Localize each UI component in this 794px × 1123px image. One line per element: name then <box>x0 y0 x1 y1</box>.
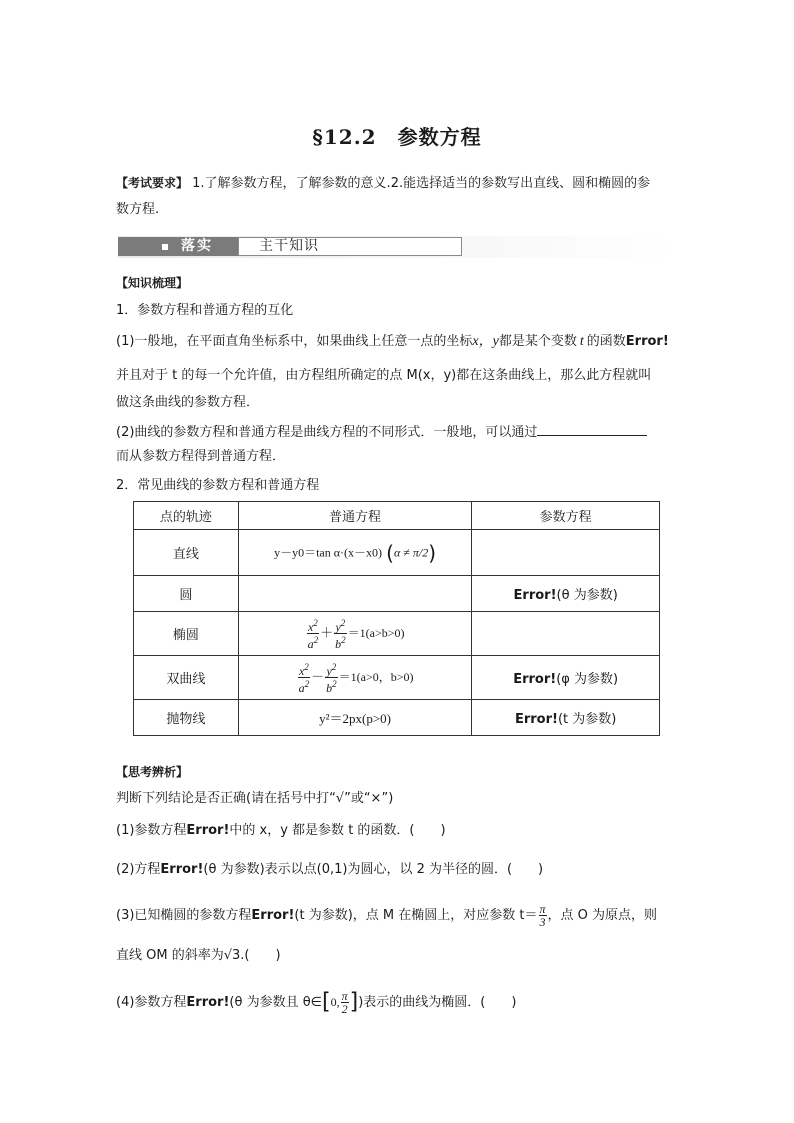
row-name: 双曲线 <box>134 656 239 700</box>
question-3-cont: 直线 OM 的斜率为√3.( ) <box>116 948 281 963</box>
error-field: Error! <box>513 588 557 603</box>
hyperbola-eq-rest: ＝1(a>0，b>0) <box>338 670 414 684</box>
row-name: 抛物线 <box>134 700 239 736</box>
fraction-y2-b2: $\frac{y^2}{b^2}$ <box>326 662 337 695</box>
bracket-left: [ <box>321 989 331 1015</box>
q1-text-b: 中的 x，y 都是参数 t 的函数．( ) <box>229 823 446 838</box>
hyperbola-normal-eq: $\frac{x^2}{a^2}$ － $\frac{y^2}{b^2}$ ＝1(a>0，b>0) <box>238 656 472 700</box>
row-name: 圆 <box>134 576 239 612</box>
q4-text-a: (4)参数方程 <box>116 995 187 1010</box>
paren-left: ( <box>386 540 394 565</box>
header-cell: 普通方程 <box>238 502 472 530</box>
interval-start: 0, <box>330 995 340 1009</box>
para-1a-end: 的函数 <box>586 334 626 349</box>
banner-right <box>238 237 462 256</box>
exam-requirements-line1 <box>116 173 650 194</box>
section-banner <box>118 236 676 258</box>
para-2a <box>116 421 647 443</box>
line-normal-eq <box>238 530 472 576</box>
row-param <box>472 612 660 656</box>
q3-text-c: ，点 O 为原点，则 <box>547 908 658 923</box>
row-param <box>472 576 660 612</box>
q4-text-c: )表示的曲线为椭圆．( ) <box>358 995 517 1010</box>
fill-blank <box>537 421 647 436</box>
row-name: 椭圆 <box>134 612 239 656</box>
q4-text-b: (θ 为参数且 θ∈ <box>229 995 322 1010</box>
table-row <box>134 612 660 656</box>
param-note: (t 为参数) <box>557 712 617 727</box>
var-t: t <box>579 334 584 349</box>
row-param <box>472 700 660 736</box>
header-cell: 点的轨迹 <box>134 502 239 530</box>
ellipse-normal-eq: $\frac{x^2}{a^2}$ ＋ $\frac{y^2}{b^2}$ ＝1(a>b>0) <box>238 612 472 656</box>
exam-requirements-line2: 数方程. <box>116 202 160 217</box>
table-row <box>134 530 660 576</box>
table-header-row <box>134 502 660 530</box>
row-name: 直线 <box>134 530 239 576</box>
fraction-x2-a2: $\frac{x^2}{a^2}$ <box>307 618 319 651</box>
question-3 <box>116 903 657 928</box>
fraction-y2-b2: $\frac{y^2}{b^2}$ <box>335 618 346 651</box>
error-field: Error! <box>186 823 230 838</box>
error-field: Error! <box>160 862 204 877</box>
exam-tag: 【考试要求】 <box>116 176 189 190</box>
question-4 <box>116 990 516 1015</box>
table-row <box>134 656 660 700</box>
fraction-pi-2: $\frac{\pi}{2}$ <box>341 989 348 1016</box>
para-1a-text: (1)一般地，在平面直角坐标系中，如果曲线上任意一点的坐标 <box>116 334 473 349</box>
fraction-x2-a2: $\frac{x^2}{a^2}$ <box>298 662 310 695</box>
error-field: Error! <box>251 908 295 923</box>
row-normal: y²＝2px(p>0) <box>238 700 472 736</box>
banner-left-label: 落实 <box>181 238 213 254</box>
row-param <box>472 656 660 700</box>
exam-text-1: 1.了解参数方程，了解参数的意义.2.能选择适当的参数写出直线、圆和椭圆的参 <box>192 176 651 191</box>
para-1b: 并且对于 t 的每一个允许值，由方程组所确定的点 M(x，y)都在这条曲线上，那么此方程就叫 <box>116 368 652 383</box>
question-2 <box>116 860 543 880</box>
var-xy: x，y <box>472 334 499 349</box>
param-note: (φ 为参数) <box>556 672 619 687</box>
para-1a <box>116 332 669 352</box>
para-1c: 做这条曲线的参数方程． <box>116 395 260 410</box>
para-2b: 而从参数方程得到普通方程． <box>116 449 286 464</box>
q2-text-b: (θ 为参数)表示以点(0,1)为圆心，以 2 为半径的圆．( ) <box>203 862 544 877</box>
q3-text-a: (3)已知椭圆的参数方程 <box>116 908 252 923</box>
para-1a-mid: 都是某个变数 <box>498 334 577 349</box>
table-row <box>134 700 660 736</box>
banner-right-label: 主干知识 <box>259 238 319 254</box>
error-field: Error! <box>625 334 669 349</box>
section-1-title: 1．参数方程和普通方程的互化 <box>116 303 294 318</box>
row-normal <box>238 576 472 612</box>
param-note: (θ 为参数) <box>556 588 618 603</box>
error-field: Error! <box>514 712 558 727</box>
question-1 <box>116 821 446 841</box>
para-2a-text: (2)曲线的参数方程和普通方程是曲线方程的不同形式．一般地，可以通过 <box>116 425 538 440</box>
ellipse-eq-rest: ＝1(a>b>0) <box>347 626 405 640</box>
knowledge-heading: 【知识梳理】 <box>116 276 189 290</box>
section-2-title: 2．常见曲线的参数方程和普通方程 <box>116 478 320 493</box>
line-eq-text: y－y0＝tan α·(x－x0) <box>274 545 383 559</box>
banner-left <box>118 237 238 256</box>
error-field: Error! <box>186 995 230 1010</box>
thinking-intro: 判断下列结论是否正确(请在括号中打“√”或“×”) <box>116 791 394 806</box>
fraction-pi-3: $\frac{\pi}{3}$ <box>539 902 546 929</box>
bracket-right: ] <box>349 989 359 1015</box>
q3-text-b: (t 为参数)，点 M 在椭圆上，对应参数 t＝ <box>294 908 538 923</box>
paren-right: ) <box>428 540 437 565</box>
line-condition: α ≠ π/2 <box>393 545 429 559</box>
table-row <box>134 576 660 612</box>
bullet-square-icon <box>162 244 168 250</box>
header-cell: 参数方程 <box>472 502 660 530</box>
thinking-heading: 【思考辨析】 <box>116 765 189 779</box>
page-title: §12.2 参数方程 <box>312 125 482 149</box>
q1-text-a: (1)参数方程 <box>116 823 187 838</box>
row-param <box>472 530 660 576</box>
error-field: Error! <box>513 672 557 687</box>
curves-table <box>133 501 660 736</box>
q2-text-a: (2)方程 <box>116 862 161 877</box>
